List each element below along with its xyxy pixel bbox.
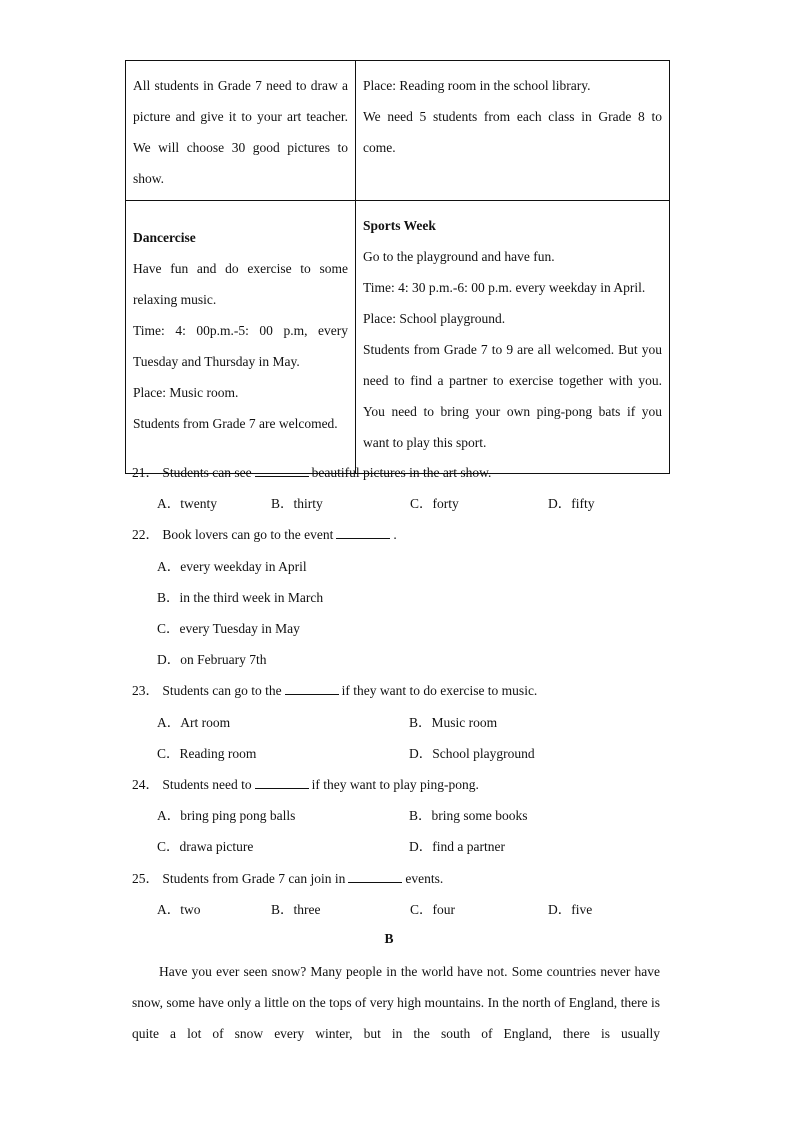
book-week-requirement: We need 5 students from each class in Grade 8 to come.	[363, 109, 662, 155]
option-d[interactable]: D．on February 7th	[157, 652, 267, 667]
option-c[interactable]: C．four	[410, 902, 455, 917]
art-show-text: All students in Grade 7 need to draw a picture and give it to your art teacher. We will choose 30 good pictures to show.	[133, 78, 348, 186]
question-number: 24．	[132, 777, 159, 792]
book-week-place: Place: Reading room in the school library.	[363, 78, 591, 93]
question-text: if they want to play ping-pong.	[311, 777, 479, 792]
option-b[interactable]: B．bring some books	[409, 808, 528, 823]
option-b[interactable]: B．Music room	[409, 715, 498, 730]
book-week-cell	[356, 61, 670, 201]
reading-passage	[132, 956, 660, 1049]
question-text: .	[393, 527, 397, 542]
question-text: Students can see	[162, 465, 252, 480]
question-text: Students need to	[162, 777, 252, 792]
option-a[interactable]: A．Art room	[157, 715, 231, 730]
question-text: Book lovers can go to the event	[162, 527, 334, 542]
sports-week-title: Sports Week	[363, 218, 436, 233]
dancercise-time: Time: 4: 00p.m.-5: 00 p.m, every Tuesday and Thursday in May.	[133, 323, 348, 369]
option-c[interactable]: C．drawa picture	[157, 839, 254, 854]
option-a[interactable]: A．two	[157, 902, 201, 917]
option-a[interactable]: A．every weekday in April	[157, 559, 307, 574]
question-text: Students can go to the	[162, 683, 282, 698]
events-table	[125, 60, 670, 474]
option-c[interactable]: C．forty	[410, 496, 459, 511]
question-number: 23．	[132, 683, 159, 698]
option-b[interactable]: B．in the third week in March	[157, 590, 324, 605]
dancercise-eligibility: Students from Grade 7 are welcomed.	[133, 416, 338, 431]
table-row	[126, 201, 670, 474]
option-d[interactable]: D．find a partner	[409, 839, 505, 854]
answer-blank	[255, 463, 309, 477]
dancercise-cell	[126, 201, 356, 474]
dancercise-title: Dancercise	[133, 230, 196, 245]
option-d[interactable]: D．School playground	[409, 746, 535, 761]
dancercise-description: Have fun and do exercise to some relaxing music.	[133, 261, 348, 307]
question-number: 22．	[132, 527, 159, 542]
question-number: 21．	[132, 465, 159, 480]
sports-week-description: Go to the playground and have fun.	[363, 249, 555, 264]
section-heading: B	[384, 931, 394, 946]
answer-blank	[285, 681, 339, 695]
option-a[interactable]: A．twenty	[157, 496, 217, 511]
dancercise-place: Place: Music room.	[133, 385, 239, 400]
answer-blank	[348, 869, 402, 883]
question-24	[132, 775, 692, 795]
option-b[interactable]: B．three	[271, 902, 321, 917]
question-25	[132, 869, 692, 889]
answer-blank	[336, 525, 390, 539]
sports-week-place: Place: School playground.	[363, 311, 506, 326]
sports-week-cell	[356, 201, 670, 474]
option-c[interactable]: C．Reading room	[157, 746, 257, 761]
art-show-cell	[126, 61, 356, 201]
question-text: events.	[405, 871, 444, 886]
table-row	[126, 61, 670, 201]
question-text: Students from Grade 7 can join in	[162, 871, 346, 886]
sports-week-eligibility: Students from Grade 7 to 9 are all welcomed. But you need to find a partner to exercise together with you. You need to bring your own ping-pong bats if you want to play this sport.	[363, 342, 662, 450]
option-b[interactable]: B．thirty	[271, 496, 323, 511]
option-a[interactable]: A．bring ping pong balls	[157, 808, 296, 823]
question-text: if they want to do exercise to music.	[341, 683, 538, 698]
question-text: beautiful pictures in the art show.	[311, 465, 492, 480]
option-c[interactable]: C．every Tuesday in May	[157, 621, 300, 636]
answer-blank	[255, 775, 309, 789]
question-22	[132, 525, 692, 545]
sports-week-time: Time: 4: 30 p.m.-6: 00 p.m. every weekday in April.	[363, 280, 646, 295]
option-d[interactable]: D．five	[548, 902, 593, 917]
passage-text: Have you ever seen snow? Many people in the world have not. Some countries never have snow, some have only a little on the tops of very high mountains. In the north of England, there is quite a lot of snow every winter, but in the south of England, there is usually	[132, 964, 660, 1041]
option-d[interactable]: D．fifty	[548, 496, 595, 511]
question-number: 25．	[132, 871, 159, 886]
question-23	[132, 681, 692, 701]
question-21	[132, 463, 692, 483]
